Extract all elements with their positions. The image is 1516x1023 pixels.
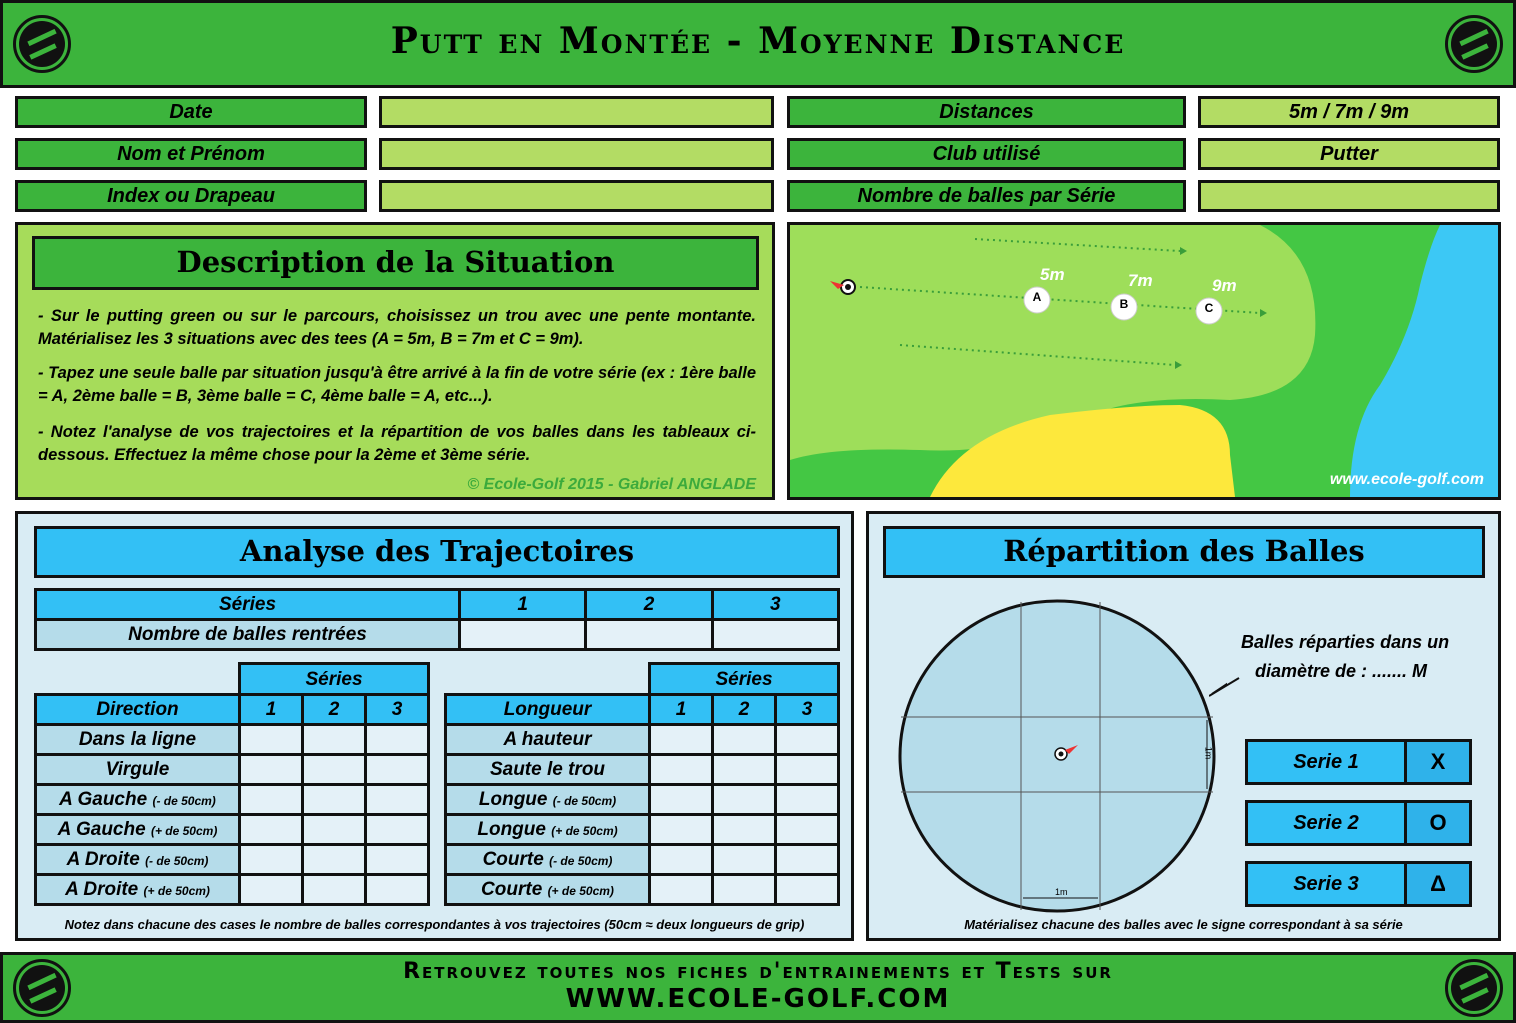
direction-series-group-header: Séries	[238, 662, 430, 695]
table-row	[36, 875, 429, 905]
row-label-text: A Gauche	[59, 788, 148, 810]
series-1-header: 1	[460, 590, 586, 620]
distances-label: Distances	[787, 96, 1186, 128]
ecole-golf-logo-icon	[1445, 959, 1503, 1017]
row-sub-label: (+ de 50cm)	[551, 823, 618, 838]
marker-a-label: A	[1032, 290, 1042, 304]
row-label	[446, 845, 650, 875]
analyse-title: Analyse des Trajectoires	[34, 526, 840, 578]
row-label-text: A Droite	[66, 848, 140, 870]
cell[interactable]	[650, 755, 713, 785]
cell[interactable]	[650, 845, 713, 875]
cell[interactable]	[240, 725, 303, 755]
table-row	[446, 845, 839, 875]
row-label	[36, 755, 240, 785]
cell[interactable]	[303, 725, 366, 755]
target-circle-diagram	[897, 596, 1227, 916]
row-label-text: Courte	[481, 878, 543, 900]
description-paragraph: - Notez l'analyse de vos trajectoires et la répartition de vos balles dans les tableaux ci-dessous. Effectuez la même chose pour la 2ème et 3ème série.	[38, 423, 756, 464]
watermark: www.ecole-golf.com	[1329, 471, 1484, 488]
ecole-golf-logo-icon	[1445, 15, 1503, 73]
longueur-table	[444, 693, 840, 906]
table-row	[36, 725, 429, 755]
copyright: © Ecole-Golf 2015 - Gabriel ANGLADE	[467, 476, 756, 493]
page-title: Putt en Montée - Moyenne Distance	[390, 20, 1126, 62]
footer-banner	[0, 952, 1516, 1023]
row-label-text: A Droite	[65, 878, 139, 900]
name-field[interactable]	[379, 138, 774, 170]
row-sub-label: (+ de 50cm)	[547, 883, 614, 898]
leader-line	[1209, 664, 1249, 704]
row-label-text: Courte	[482, 848, 544, 870]
balls-holed-s2[interactable]	[586, 620, 712, 650]
row-sub-label: (- de 50cm)	[145, 853, 209, 868]
balls-holed-s1[interactable]	[460, 620, 586, 650]
table-row	[446, 785, 839, 815]
description-panel	[15, 222, 775, 500]
description-paragraph: - Tapez une seule balle par situation jusqu'à être arrivé à la fin de votre série (ex : 1ère balle = A, 2ème balle = B, 3ème balle = C, 4ème balle = A, etc...).	[38, 364, 756, 405]
cell[interactable]	[366, 755, 429, 785]
cell[interactable]	[240, 815, 303, 845]
serie-1-legend	[1245, 739, 1472, 785]
row-label	[36, 845, 240, 875]
diameter-text-line2: diamètre de : ....... M	[1255, 661, 1428, 681]
diameter-text-line1: Balles réparties dans un	[1241, 632, 1450, 652]
row-sub-label: (- de 50cm)	[552, 793, 617, 808]
row-label-text: Longue	[478, 788, 548, 810]
table-row	[446, 755, 839, 785]
description-title: Description de la Situation	[32, 236, 759, 290]
repartition-title: Répartition des Balles	[883, 526, 1485, 578]
row-label-text: Saute le trou	[489, 758, 606, 780]
row-sub-label: (- de 50cm)	[152, 793, 216, 808]
cell[interactable]	[240, 785, 303, 815]
cell[interactable]	[776, 815, 839, 845]
marker-b-distance: 7m	[1128, 271, 1153, 290]
serie-2-label: Serie 2	[1248, 803, 1407, 843]
cell[interactable]	[303, 785, 366, 815]
row-label	[446, 875, 650, 905]
cell[interactable]	[303, 815, 366, 845]
cell[interactable]	[240, 875, 303, 905]
footer-line1: Retrouvez toutes nos fiches d'entrainements et Tests sur	[403, 959, 1113, 984]
marker-a-distance: 5m	[1040, 265, 1065, 284]
table-row	[36, 785, 429, 815]
cell[interactable]	[776, 875, 839, 905]
row-label	[446, 815, 650, 845]
cell[interactable]	[366, 875, 429, 905]
longueur-s1-header: 1	[650, 695, 713, 725]
marker-c-label: C	[1204, 301, 1214, 315]
cell[interactable]	[303, 875, 366, 905]
balls-holed-label: Nombre de balles rentrées	[36, 620, 460, 650]
green-diagram	[790, 225, 1498, 497]
table-row	[446, 875, 839, 905]
club-label: Club utilisé	[787, 138, 1186, 170]
cell[interactable]	[366, 725, 429, 755]
cell[interactable]	[650, 875, 713, 905]
row-sub-label: (- de 50cm)	[549, 853, 613, 868]
serie-2-legend	[1245, 800, 1472, 846]
table-row	[36, 845, 429, 875]
direction-header: Direction	[36, 695, 240, 725]
marker-b-label: B	[1119, 297, 1129, 311]
row-label-text: Dans la ligne	[78, 728, 197, 750]
cell[interactable]	[776, 845, 839, 875]
date-field[interactable]	[379, 96, 774, 128]
cell[interactable]	[366, 845, 429, 875]
cell[interactable]	[713, 815, 776, 845]
cell[interactable]	[776, 755, 839, 785]
green-map	[787, 222, 1501, 500]
direction-table	[34, 693, 430, 906]
longueur-s2-header: 2	[713, 695, 776, 725]
circle-icon: O	[1407, 803, 1469, 843]
cell[interactable]	[240, 845, 303, 875]
cell[interactable]	[366, 785, 429, 815]
cell[interactable]	[713, 875, 776, 905]
summary-table	[34, 588, 840, 651]
analyse-panel	[15, 511, 854, 941]
name-label: Nom et Prénom	[15, 138, 367, 170]
row-label	[446, 725, 650, 755]
cell[interactable]	[776, 785, 839, 815]
index-field[interactable]	[379, 180, 774, 212]
balls-per-series-label: Nombre de balles par Série	[787, 180, 1186, 212]
cell[interactable]	[303, 845, 366, 875]
row-label	[36, 815, 240, 845]
cell[interactable]	[366, 815, 429, 845]
cell[interactable]	[650, 785, 713, 815]
cell[interactable]	[713, 845, 776, 875]
footer-website-link[interactable]: WWW.ECOLE-GOLF.COM	[565, 984, 951, 1014]
date-label: Date	[15, 96, 367, 128]
description-paragraph: - Sur le putting green ou sur le parcours, choisissez un trou avec une pente montante. Matérialisez les 3 situations avec des tees (A = 5m, B = 7m et C = 9m).	[38, 307, 756, 348]
cell[interactable]	[303, 755, 366, 785]
repartition-panel	[866, 511, 1501, 941]
series-header: Séries	[36, 590, 460, 620]
row-label-text: Longue	[477, 818, 546, 840]
cross-icon: X	[1407, 742, 1469, 782]
triangle-icon: Δ	[1407, 864, 1469, 904]
row-label	[36, 875, 240, 905]
direction-s3-header: 3	[366, 695, 429, 725]
club-field[interactable]: Putter	[1198, 138, 1500, 170]
serie-3-legend	[1245, 861, 1472, 907]
cell[interactable]	[650, 815, 713, 845]
table-row	[446, 725, 839, 755]
scale-vertical-label: 1m	[1203, 746, 1214, 760]
cell[interactable]	[240, 755, 303, 785]
row-sub-label: (+ de 50cm)	[143, 883, 210, 898]
direction-s2-header: 2	[303, 695, 366, 725]
distances-field[interactable]: 5m / 7m / 9m	[1198, 96, 1500, 128]
longueur-s3-header: 3	[776, 695, 839, 725]
serie-1-label: Serie 1	[1248, 742, 1407, 782]
series-3-header: 3	[712, 590, 838, 620]
ecole-golf-logo-icon	[13, 15, 71, 73]
row-label-text: Virgule	[105, 758, 170, 780]
row-label-text: A Gauche	[57, 818, 146, 840]
repartition-note: Matérialisez chacune des balles avec le signe correspondant à sa série	[964, 917, 1403, 932]
row-label	[36, 725, 240, 755]
balls-per-series-field[interactable]	[1198, 180, 1500, 212]
cell[interactable]	[713, 785, 776, 815]
row-sub-label: (+ de 50cm)	[150, 823, 218, 838]
marker-c-distance: 9m	[1212, 276, 1237, 295]
series-2-header: 2	[586, 590, 712, 620]
row-label	[36, 785, 240, 815]
cell[interactable]	[650, 725, 713, 755]
analyse-note: Notez dans chacune des cases le nombre de balles correspondantes à vos trajectoires (50cm ≈ deux longueurs de grip)	[64, 917, 805, 932]
direction-s1-header: 1	[240, 695, 303, 725]
serie-3-label: Serie 3	[1248, 864, 1407, 904]
balls-holed-s3[interactable]	[712, 620, 838, 650]
longueur-header: Longueur	[446, 695, 650, 725]
row-label	[446, 785, 650, 815]
header-banner	[0, 0, 1516, 88]
longueur-series-group-header: Séries	[648, 662, 840, 695]
cell[interactable]	[713, 755, 776, 785]
scale-horizontal-label: 1m	[1055, 887, 1068, 897]
row-label	[446, 755, 650, 785]
row-label-text: A hauteur	[503, 728, 592, 750]
table-row	[36, 755, 429, 785]
index-label: Index ou Drapeau	[15, 180, 367, 212]
cell[interactable]	[713, 725, 776, 755]
cell[interactable]	[776, 725, 839, 755]
ecole-golf-logo-icon	[13, 959, 71, 1017]
table-row	[36, 815, 429, 845]
table-row	[446, 815, 839, 845]
